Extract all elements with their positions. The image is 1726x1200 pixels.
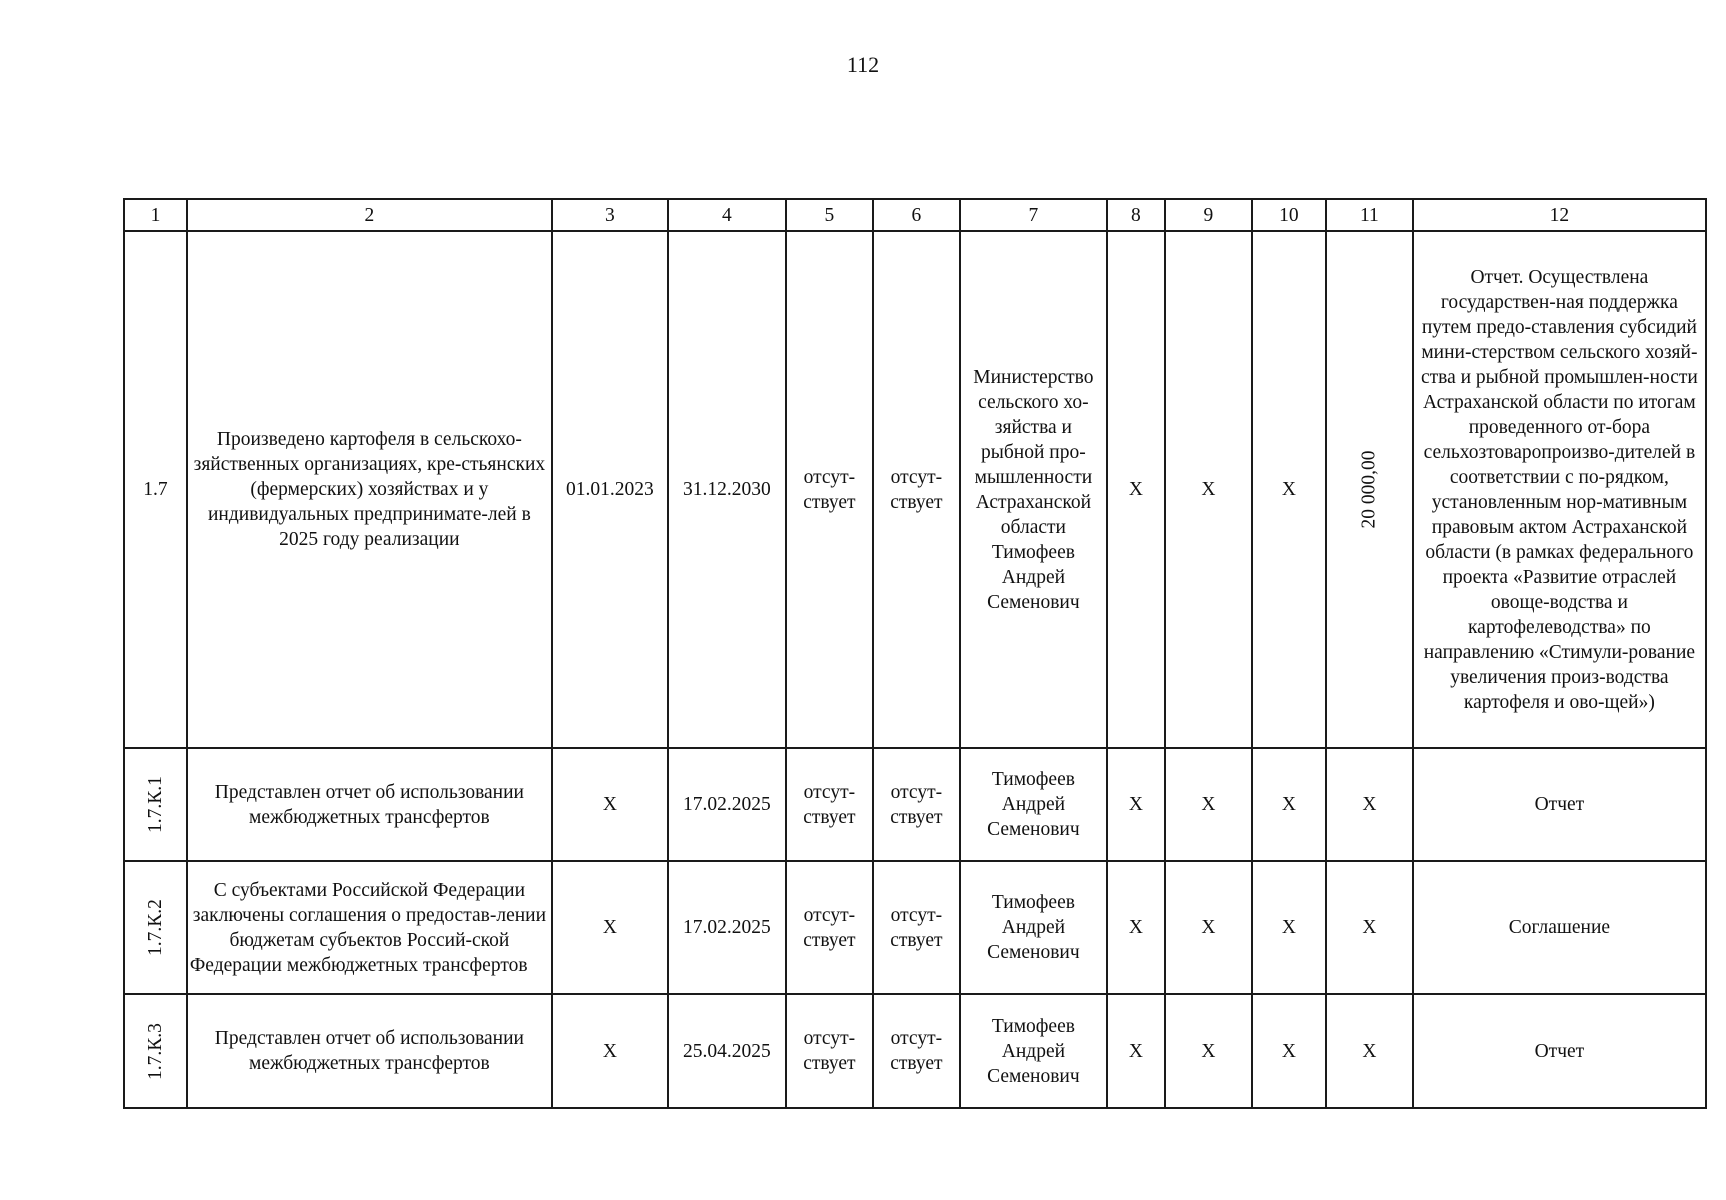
row-col8: X [1107,861,1165,994]
row-responsible: Тимофеев Андрей Семенович [960,994,1107,1108]
row-col10: X [1252,231,1326,748]
row-start-date: X [552,748,668,861]
row-name: Представлен отчет об использовании межбюджетных трансфертов [187,994,552,1108]
row-responsible: Тимофеев Андрей Семенович [960,748,1107,861]
page-number: 112 [846,52,880,77]
row-result: Отчет. Осуществлена государствен-ная поддержка путем предо-ставления субсидий мини-стерством сельского хозяй-ства и рыбной промышлен-ности Астраханской области по итогам проведенного от-бора сельхозтоваропроизво-дителей в соответствии с по-рядком, установленным нор-мативным правовым актом Астраханской области (в рамках федерального проекта «Развитие отраслей овоще-водства и картофелеводства» по направлению «Стимули-рование увеличения произ-водства картофеля и ово-щей») [1413,231,1706,748]
row-end-date: 25.04.2025 [668,994,786,1108]
row-col8: X [1107,231,1165,748]
row-col9: X [1165,861,1252,994]
row-col8: X [1107,994,1165,1108]
row-col11: X [1326,861,1413,994]
row-col8: X [1107,748,1165,861]
header-cell-11: 11 [1326,199,1413,231]
row-start-date: 01.01.2023 [552,231,668,748]
row-col10: X [1252,994,1326,1108]
row-end-date: 31.12.2030 [668,231,786,748]
header-cell-12: 12 [1413,199,1706,231]
row-number: 1.7.К.1 [144,776,166,833]
header-cell-4: 4 [668,199,786,231]
row-col5: отсут-ствует [786,861,873,994]
row-responsible: Тимофеев Андрей Семенович [960,861,1107,994]
row-result: Отчет [1413,748,1706,861]
plan-table [123,198,1707,1109]
row-col5: отсут-ствует [786,994,873,1108]
row-col5: отсут-ствует [786,231,873,748]
row-col10: X [1252,861,1326,994]
row-result: Соглашение [1413,861,1706,994]
row-name: Представлен отчет об использовании межбюджетных трансфертов [187,748,552,861]
row-col6: отсут-ствует [873,861,960,994]
row-number-cell [124,748,187,861]
row-end-date: 17.02.2025 [668,861,786,994]
row-responsible: Министерство сельского хо-зяйства и рыбной про-мышленности Астраханской области Тимофеев Андрей Семенович [960,231,1107,748]
row-col9: X [1165,231,1252,748]
row-col6: отсут-ствует [873,994,960,1108]
header-cell-10: 10 [1252,199,1326,231]
row-result: Отчет [1413,994,1706,1108]
row-col11-amount: 20 000,00 [1358,450,1380,529]
header-cell-3: 3 [552,199,668,231]
row-col10: X [1252,748,1326,861]
table-header-row [124,199,1706,231]
row-start-date: X [552,994,668,1108]
row-col9: X [1165,994,1252,1108]
table-row [124,231,1706,748]
row-col6: отсут-ствует [873,231,960,748]
row-number: 1.7.К.3 [144,1022,166,1080]
header-cell-8: 8 [1107,199,1165,231]
row-end-date: 17.02.2025 [668,748,786,861]
table-row [124,994,1706,1108]
row-name: С субъектами Российской Федерации заключены соглашения о предостав-лении бюджетам субъектов Россий-ской Федерации межбюджетных трансфертов [187,861,552,994]
row-col11: X [1326,748,1413,861]
row-number: 1.7 [124,231,187,748]
row-col6: отсут-ствует [873,748,960,861]
row-col5: отсут-ствует [786,748,873,861]
row-number: 1.7.К.2 [144,899,166,956]
row-start-date: X [552,861,668,994]
header-cell-7: 7 [960,199,1107,231]
header-cell-9: 9 [1165,199,1252,231]
row-col11: X [1326,994,1413,1108]
row-number-cell [124,861,187,994]
row-name: Произведено картофеля в сельскохо-зяйственных организациях, кре-стьянских (фермерских) хозяйствах и у индивидуальных предпринимате-лей в 2025 году реализации [187,231,552,748]
header-cell-1: 1 [124,199,187,231]
table-row [124,861,1706,994]
row-col11-cell [1326,231,1413,748]
header-cell-6: 6 [873,199,960,231]
row-number-cell [124,994,187,1108]
header-cell-2: 2 [187,199,552,231]
header-cell-5: 5 [786,199,873,231]
row-col9: X [1165,748,1252,861]
table-row [124,748,1706,861]
